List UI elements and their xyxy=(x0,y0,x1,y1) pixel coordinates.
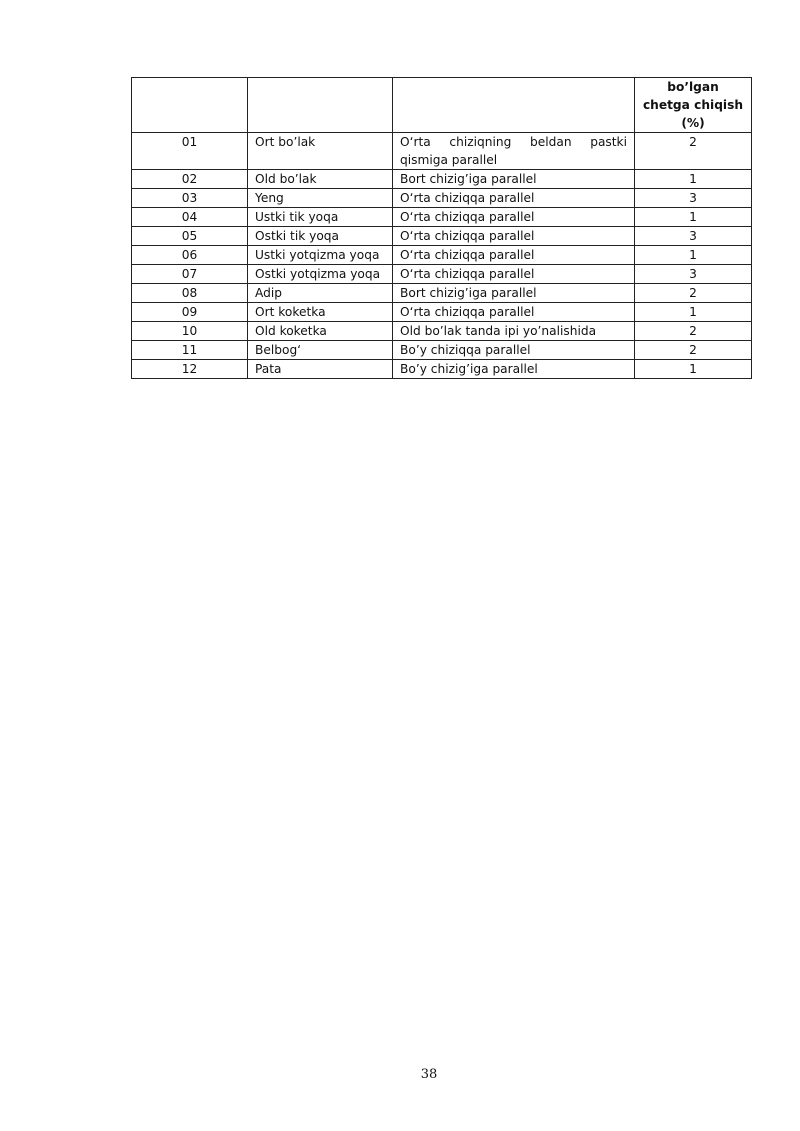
row-number: 12 xyxy=(132,360,248,379)
row-allowance: 2 xyxy=(635,284,752,303)
row-detail: Old bo’lak xyxy=(248,170,393,189)
table-row xyxy=(132,227,752,246)
row-direction: Bort chizig’iga parallel xyxy=(393,170,635,189)
row-detail: Belbog‘ xyxy=(248,341,393,360)
table-row xyxy=(132,360,752,379)
table-row xyxy=(132,133,752,170)
row-detail: Yeng xyxy=(248,189,393,208)
row-direction: O‘rta chiziqning beldan pastki qismiga parallel xyxy=(393,133,635,170)
row-number: 02 xyxy=(132,170,248,189)
row-number: 07 xyxy=(132,265,248,284)
row-direction: O‘rta chiziqqa parallel xyxy=(393,227,635,246)
row-number: 04 xyxy=(132,208,248,227)
row-allowance: 3 xyxy=(635,265,752,284)
row-direction: Old bo’lak tanda ipi yo’nalishida xyxy=(393,322,635,341)
row-detail: Adip xyxy=(248,284,393,303)
row-number: 03 xyxy=(132,189,248,208)
table-header-row xyxy=(132,78,752,133)
header-cell-direction xyxy=(393,78,635,133)
row-direction: O‘rta chiziqqa parallel xyxy=(393,189,635,208)
row-detail: Ostki tik yoqa xyxy=(248,227,393,246)
row-direction: Bort chizig’iga parallel xyxy=(393,284,635,303)
row-number: 05 xyxy=(132,227,248,246)
table-row xyxy=(132,189,752,208)
row-detail: Ort koketka xyxy=(248,303,393,322)
row-number: 11 xyxy=(132,341,248,360)
table-row xyxy=(132,303,752,322)
row-number: 09 xyxy=(132,303,248,322)
row-direction: O‘rta chiziqqa parallel xyxy=(393,246,635,265)
table-row xyxy=(132,170,752,189)
page-number: 38 xyxy=(420,1067,438,1082)
row-allowance: 1 xyxy=(635,360,752,379)
row-direction: O‘rta chiziqqa parallel xyxy=(393,208,635,227)
row-detail: Ort bo’lak xyxy=(248,133,393,170)
row-number: 08 xyxy=(132,284,248,303)
row-allowance: 1 xyxy=(635,170,752,189)
row-allowance: 1 xyxy=(635,208,752,227)
row-allowance: 2 xyxy=(635,133,752,170)
header-cell-number xyxy=(132,78,248,133)
row-direction: O‘rta chiziqqa parallel xyxy=(393,265,635,284)
row-allowance: 2 xyxy=(635,341,752,360)
row-allowance: 3 xyxy=(635,189,752,208)
header-cell-allowance: bo’lgan chetga chiqish (%) xyxy=(635,78,752,133)
grain-direction-table xyxy=(131,77,752,379)
table-row xyxy=(132,322,752,341)
row-detail: Ustki tik yoqa xyxy=(248,208,393,227)
row-detail: Ustki yotqizma yoqa xyxy=(248,246,393,265)
table-row xyxy=(132,208,752,227)
row-allowance: 2 xyxy=(635,322,752,341)
table-row xyxy=(132,265,752,284)
table-row xyxy=(132,246,752,265)
row-detail: Old koketka xyxy=(248,322,393,341)
row-direction: O‘rta chiziqqa parallel xyxy=(393,303,635,322)
table-row xyxy=(132,284,752,303)
row-detail: Ostki yotqizma yoqa xyxy=(248,265,393,284)
row-detail: Pata xyxy=(248,360,393,379)
row-direction: Bo’y chiziqqa parallel xyxy=(393,341,635,360)
row-allowance: 1 xyxy=(635,303,752,322)
row-allowance: 1 xyxy=(635,246,752,265)
row-number: 10 xyxy=(132,322,248,341)
row-number: 06 xyxy=(132,246,248,265)
row-allowance: 3 xyxy=(635,227,752,246)
header-cell-detail xyxy=(248,78,393,133)
row-direction: Bo’y chizig’iga parallel xyxy=(393,360,635,379)
table-row xyxy=(132,341,752,360)
row-number: 01 xyxy=(132,133,248,170)
